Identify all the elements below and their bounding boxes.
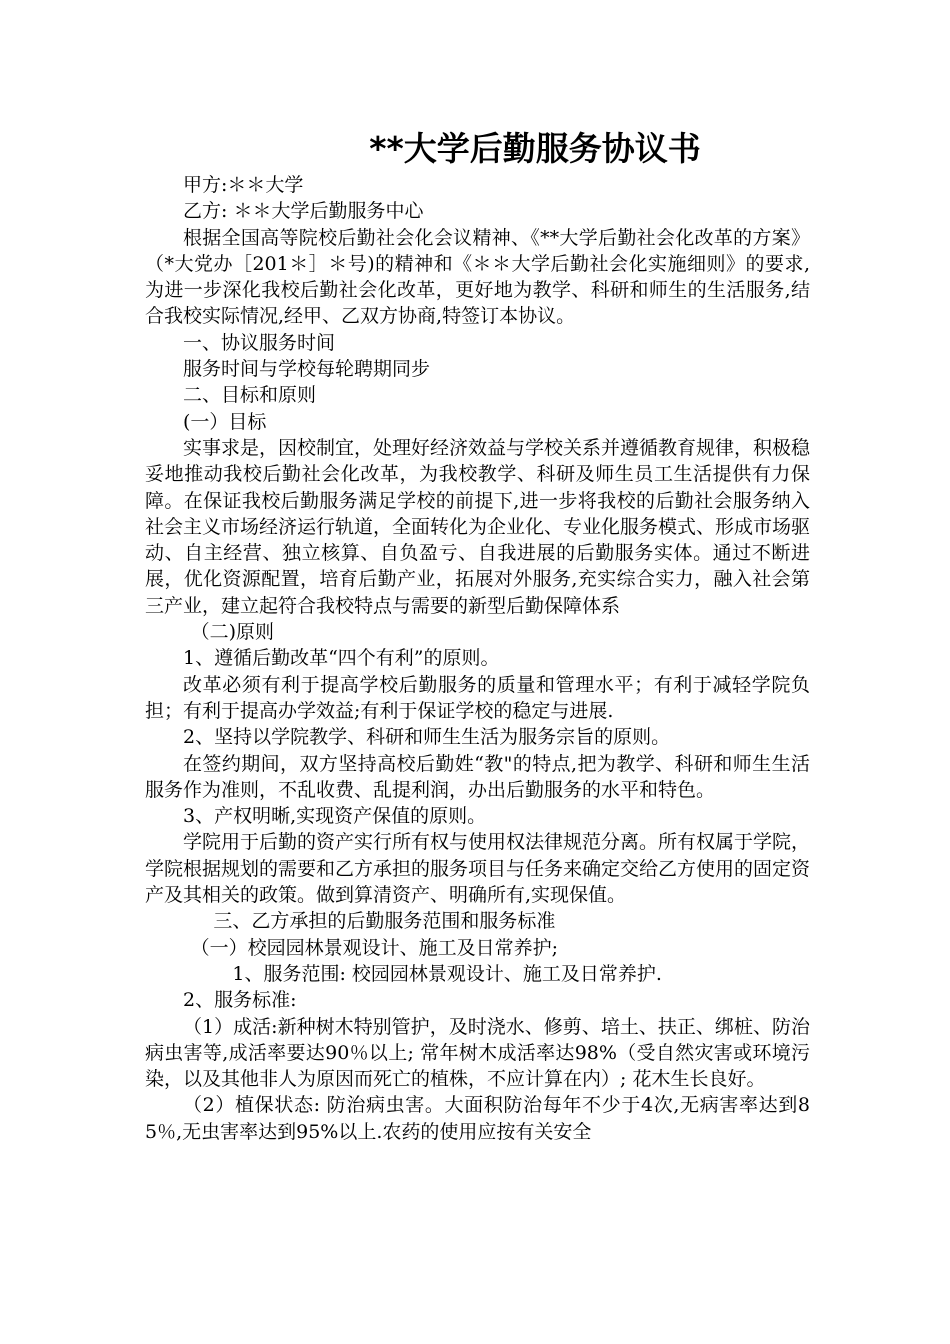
paragraph: 在签约期间，双方坚持高校后勤姓“教"的特点,把为教学、科研和师生生活服务作为准则，不乱收费、乱提利润，办出后勤服务的水平和特色。 [145,752,810,801]
subsection-heading: （一）校园园林景观设计、施工及日常养护; [190,936,558,959]
subsection-heading: (一）目标 [183,410,267,433]
subsection-heading: （二)原则 [190,621,275,644]
section-heading-2: 二、目标和原则 [183,384,317,407]
paragraph: （2）植保状态: 防治病虫害。大面积防治每年不少于4次,无病害率达到85％,无虫害率达到95%以上.农药的使用应按有关安全 [145,1094,810,1143]
document-body [145,172,810,1145]
section-heading-3: 三、乙方承担的后勤服务范围和服务标准 [213,910,556,933]
party-a-line: 甲方:＊＊大学 [183,174,304,196]
paragraph: 实事求是，因校制宜，处理好经济效益与学校关系并遵循教育规律，积极稳妥地推动我校后勤社会化改革，为我校教学、科研及师生员工生活提供有力保障。在保证我校后勤服务满足学校的前提下,进一步将我校的后勤社会服务纳入社会主义市场经济运行轨道，全面转化为企业化、专业化服务模式、形成市场驱动、自主经营、独立核算、自负盈亏、自我进展的后勤服务实体。通过不断进展，优化资源配置，培育后勤产业，拓展对外服务,充实综合实力，融入社会第三产业，建立起符合我校特点与需要的新型后勤保障体系 [145,436,811,617]
paragraph: 2、服务标准: [183,989,297,1012]
paragraph: 3、产权明晰,实现资产保值的原则。 [183,805,487,828]
paragraph: 2、坚持以学院教学、科研和师生生活为服务宗旨的原则。 [183,726,671,749]
document-title: **大学后勤服务协议书 [369,129,701,168]
paragraph: 服务时间与学校每轮聘期同步 [183,358,431,381]
paragraph: 学院用于后勤的资产实行所有权与使用权法律规范分离。所有权属于学院，学院根据规划的需要和乙方承担的服务项目与任务来确定交给乙方使用的固定资产及其相关的政策。做到算清资产、明确所有,实现保值。 [145,831,811,907]
paragraph: 改革必须有利于提高学校后勤服务的质量和管理水平；有利于减轻学院负担；有利于提高办学效益;有利于保证学校的稳定与进展. [145,673,810,722]
paragraph: （1）成活:新种树木特别管护，及时浇水、修剪、培土、扶正、绑桩、防治病虫害等,成活率要达90％以上; 常年树木成活率达98%（受自然灾害或环境污染，以及其他非人为原因而死亡的植株，不应计算在内）; 花木生长良好。 [145,1015,810,1091]
preamble-paragraph: 根据全国高等院校后勤社会化会议精神、《**大学后勤社会化改革的方案》（*大党办［201＊］＊号)的精神和《＊＊大学后勤社会化实施细则》的要求,为进一步深化我校后勤社会化改革，更好地为教学、科研和师生的生活服务,结合我校实际情况,经甲、乙双方协商,特签订本协议。 [145,226,810,328]
paragraph: 1、服务范围: 校园园林景观设计、施工及日常养护. [232,962,662,985]
party-b-line: 乙方: ＊＊大学后勤服务中心 [183,200,424,223]
paragraph: 1、遵循后勤改革“四个有利”的原则。 [183,647,500,670]
section-heading-1: 一、协议服务时间 [183,331,336,354]
